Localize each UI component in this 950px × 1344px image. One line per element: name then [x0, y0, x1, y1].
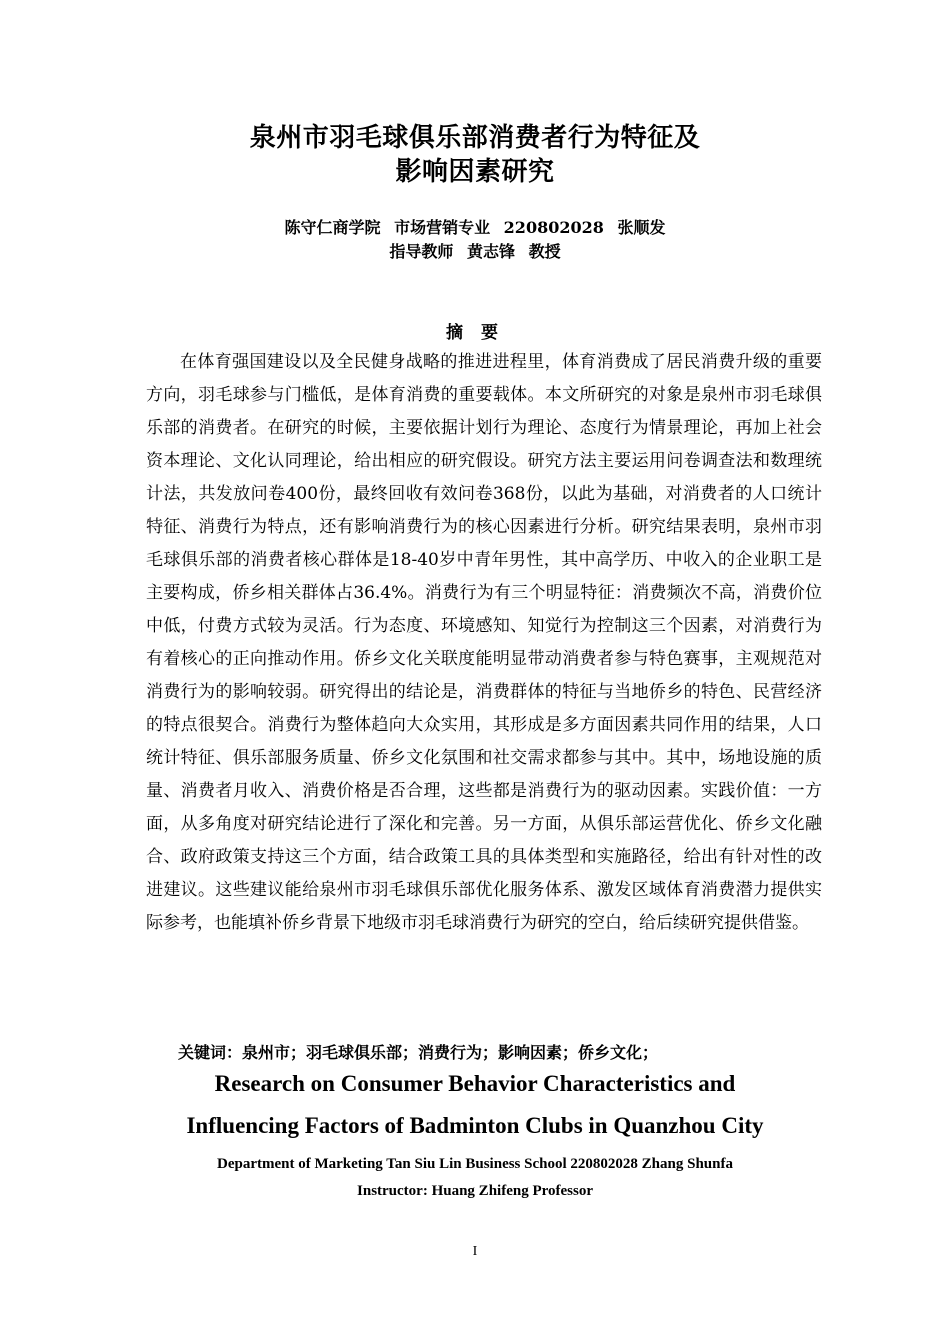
english-advisor-line: Instructor: Huang Zhifeng Professor — [357, 1183, 593, 1199]
chinese-title-line-1: 泉州市羽毛球俱乐部消费者行为特征及 — [249, 123, 701, 153]
keywords-line: 关键词：泉州市；羽毛球俱乐部；消费行为；影响因素；侨乡文化； — [178, 1043, 659, 1062]
chinese-author-line: 陈守仁商学院 市场营销专业 220802028 张顺发 — [284, 218, 666, 237]
abstract-body: 在体育强国建设以及全民健身战略的推进进程里，体育消费成了居民消费升级的重要方向，羽毛球参与门槛低，是体育消费的重要载体。本文所研究的对象是泉州市羽毛球俱乐部的消费者。在研究的时候，主要依据计划行为理论、态度行为情景理论，再加上社会资本理论、文化认同理论，给出相应的研究假设。研究方法主要运用问卷调查法和数理统计法，共发放问卷400份，最终回收有效问卷368份，以此为基础，对消费者的人口统计特征、消费行为特点，还有影响消费行为的核心因素进行分析。研究结果表明，泉州市羽毛球俱乐部的消费者核心群体是18-40岁中青年男性，其中高学历、中收入的企业职工是主要构成，侨乡相关群体占36.4%。消费行为有三个明显特征：消费频次不高，消费价位中低，付费方式较为灵活。行为态度、环境感知、知觉行为控制这三个因素，对消费行为有着核心的正向推动作用。侨乡文化关联度能明显带动消费者参与特色赛事，主观规范对消费行为的影响较弱。研究得出的结论是，消费群体的特征与当地侨乡的特色、民营经济的特点很契合。消费行为整体趋向大众实用，其形成是多方面因素共同作用的结果，人口统计特征、俱乐部服务质量、侨乡文化氛围和社交需求都参与其中。其中，场地设施的质量、消费者月收入、消费价格是否合理，这些都是消费行为的驱动因素。实践价值：一方面，从多角度对研究结论进行了深化和完善。另一方面，从俱乐部运营优化、侨乡文化融合、政府政策支持这三个方面，结合政策工具的具体类型和实施路径，给出有针对性的改进建议。这些建议能给泉州市羽毛球俱乐部优化服务体系、激发区域体育消费潜力提供实际参考，也能填补侨乡背景下地级市羽毛球消费行为研究的空白，给后续研究提供借鉴。 — [146, 352, 822, 933]
page-number: I — [472, 1244, 478, 1259]
english-title-line-1: Research on Consumer Behavior Characteristics and — [214, 1071, 736, 1096]
english-title-line-2: Influencing Factors of Badminton Clubs in Quanzhou City — [186, 1113, 764, 1138]
english-author-line: Department of Marketing Tan Siu Lin Business School 220802028 Zhang Shunfa — [217, 1156, 733, 1172]
chinese-advisor-line: 指导教师 黄志锋 教授 — [389, 242, 561, 261]
abstract-heading: 摘 要 — [446, 323, 504, 343]
chinese-title-line-2: 影响因素研究 — [395, 157, 555, 187]
